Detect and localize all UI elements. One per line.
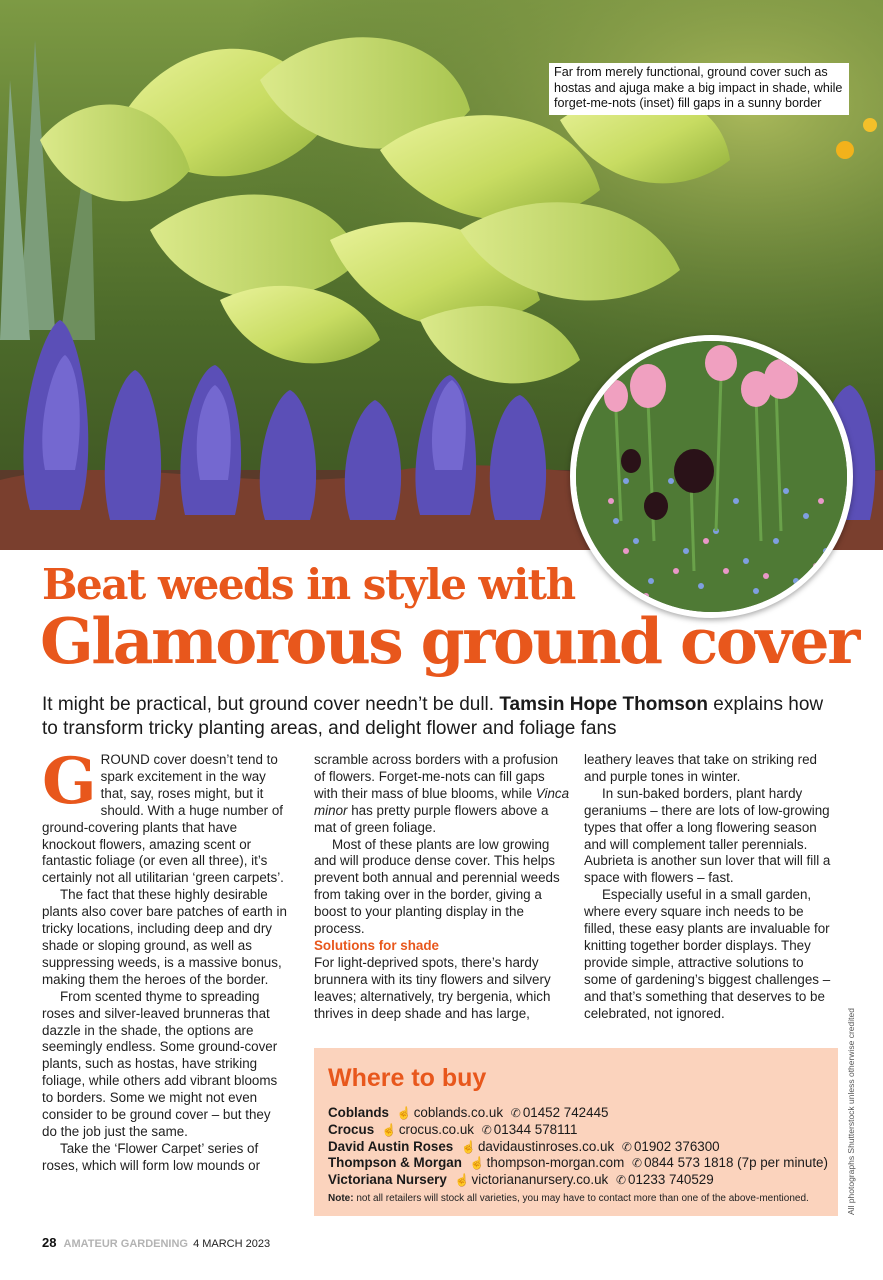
- retailer-url[interactable]: thompson-morgan.com: [486, 1155, 625, 1171]
- paragraph-1: ROUND cover doesn’t tend to spark excitement in the way that, say, roses might, but it should. With a huge number of ground-covering plants that have knockout flowers, amazing scent or fantastic foliage (or even all three), it’s certainly not all utilitarian ‘green carpets’.: [42, 752, 284, 886]
- paragraph-5-start: scramble across borders with a profusion of flowers. Forget-me-nots can fill gaps with their mass of blue blooms, while: [314, 752, 559, 801]
- paragraph-5: [314, 752, 570, 837]
- phone-icon: ✆: [615, 1173, 627, 1188]
- retailer-row: [328, 1139, 824, 1156]
- pointer-icon: ☝: [454, 1173, 470, 1188]
- retailer-row: [328, 1155, 828, 1172]
- retailer-url[interactable]: victoriananursery.co.uk: [471, 1172, 609, 1188]
- retailer-row: [328, 1172, 824, 1189]
- retailer-name: Coblands: [328, 1105, 390, 1120]
- issue-date: 4 MARCH 2023: [193, 1238, 271, 1250]
- paragraph-2: The fact that these highly desirable plants also cover bare patches of earth in tricky locations, including deep and dry shade or sloping ground, as well as suppressing weeds, is a massive bonus, making them the heroes of the border.: [42, 887, 287, 987]
- magazine-name: AMATEUR GARDENING: [63, 1238, 188, 1250]
- tulip-forget-me-not-illustration: [576, 341, 847, 612]
- note-text: not all retailers will stock all varieties, you may have to contact more than one of the above-mentioned.: [356, 1192, 809, 1204]
- retailer-name: Victoriana Nursery: [328, 1172, 447, 1188]
- retailer-note: [328, 1192, 824, 1205]
- pointer-icon: ☝: [381, 1122, 397, 1137]
- author-name: Tamsin Hope Thomson: [499, 694, 709, 715]
- paragraph-6: Most of these plants are low growing and will produce dense cover. This helps prevent both annual and perennial weeds from taking over in the border, giving a boost to your planting display in the process.: [314, 836, 560, 937]
- retailer-name: Crocus: [328, 1121, 375, 1137]
- article-column-2: [314, 752, 570, 1023]
- retailer-phone: 01452 742445: [522, 1105, 609, 1120]
- where-to-buy-title: Where to buy: [328, 1064, 487, 1092]
- pointer-icon: ☝: [461, 1139, 476, 1154]
- retailer-url[interactable]: davidaustinroses.co.uk: [477, 1138, 615, 1154]
- photo-caption: Far from merely functional, ground cover such as hostas and ajuga make a big impact in shade, while forget-me-nots (inset) fill gaps in a sunny border: [549, 63, 849, 115]
- retailer-phone: 01344 578111: [493, 1121, 578, 1137]
- drop-cap: G: [42, 744, 97, 819]
- pointer-icon: ☝: [396, 1106, 412, 1120]
- paragraph-5-end: has pretty purple flowers above a mat of green foliage.: [314, 802, 549, 835]
- headline-title: Glamorous ground cover: [40, 604, 858, 678]
- headline-kicker: Beat weeds in style with: [42, 560, 575, 609]
- retailer-phone: 01233 740529: [628, 1172, 714, 1188]
- retailer-phone: 01902 376300: [633, 1138, 720, 1154]
- retailer-url[interactable]: coblands.co.uk: [413, 1105, 504, 1120]
- photo-credit: All photographs Shutterstock unless otherwise credited: [846, 1008, 856, 1215]
- paragraph-3: From scented thyme to spreading roses and silver-leaved brunneras that dazzle in the shade, the options are seemingly endless. Some ground-cover plants, such as hostas, have striking foliage, while others add vibrant blooms to borders. Some we might not even consider to be ground cover – but they do the job just the same.: [42, 988, 278, 1139]
- retailer-name: David Austin Roses: [328, 1138, 454, 1154]
- retailer-row: [328, 1122, 824, 1139]
- plant-name-italic: Vinca minor: [314, 785, 570, 818]
- standfirst: [42, 693, 842, 741]
- subheading-shade: Solutions for shade: [314, 937, 439, 953]
- paragraph-10: Especially useful in a small garden, where every square inch needs to be filled, these easy plants are invaluable for knitting together border displays. They provide simple, attractive solutions to some of gardening’s biggest challenges – and that’s something that deserves to be celebrated, not ignored.: [584, 887, 831, 1021]
- retailer-row: [328, 1105, 824, 1122]
- retailer-phone: 0844 573 1818 (7p per minute): [644, 1155, 828, 1171]
- article-column-3: [584, 752, 838, 1023]
- page-footer: [42, 1235, 270, 1250]
- standfirst-rest: explains how to transform tricky planting areas, and delight flower and foliage fans: [42, 694, 824, 739]
- paragraph-4: Take the ‘Flower Carpet’ series of roses, which will form low mounds or: [42, 1140, 261, 1173]
- paragraph-9: In sun-baked borders, plant hardy geraniums – there are lots of low-growing types that offer a long flowering season and will complement taller perennials. Aubrieta is another sun lover that will fill a space with flowers – fast.: [584, 785, 831, 886]
- phone-icon: ✆: [632, 1156, 643, 1171]
- phone-icon: ✆: [510, 1106, 521, 1120]
- retailer-url[interactable]: crocus.co.uk: [398, 1121, 474, 1137]
- pointer-icon: ☝: [469, 1156, 485, 1171]
- paragraph-8: leathery leaves that take on striking red and purple tones in winter.: [584, 752, 817, 784]
- note-label: Note:: [328, 1192, 354, 1204]
- standfirst-lead: It might be practical, but ground cover needn’t be dull.: [42, 694, 495, 715]
- phone-icon: ✆: [621, 1139, 632, 1154]
- page-number: 28: [42, 1235, 57, 1250]
- article-column-1: [42, 744, 287, 1175]
- inset-photo: [570, 335, 853, 618]
- retailer-name: Thompson & Morgan: [328, 1155, 462, 1171]
- paragraph-7: For light-deprived spots, there’s hardy brunnera with its tiny flowers and silvery leaves; alternatively, try bergenia, which thrives in deep shade and has large,: [314, 954, 551, 1021]
- phone-icon: ✆: [481, 1122, 492, 1137]
- where-to-buy-box: [314, 1048, 838, 1216]
